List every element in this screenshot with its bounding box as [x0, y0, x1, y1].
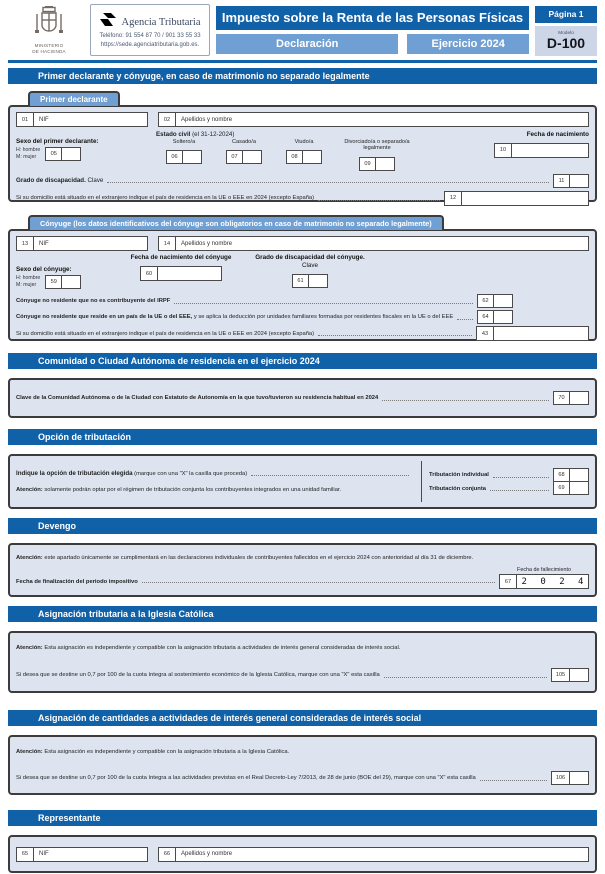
sexo-conyuge-group — [16, 254, 126, 289]
model-code: D-100 — [546, 35, 586, 52]
box-43-pais-residencia-conyuge: 43 — [476, 326, 589, 341]
section-bar-interes-social: Asignación de cantidades a actividades de interés general consideradas de interés social — [8, 710, 597, 726]
input-cell-64[interactable] — [494, 311, 512, 323]
dotted-leader — [480, 780, 547, 781]
panel-devengo: Atención: este apartado únicamente se cumplimentará en las declaraciones individuales de contribuyentes fallecidos en el ejercicio 2024 con anterioridad al día 31 de diciembre. Fecha de finalización del periodo impositivo Fecha de fallecimiento 67 2 0 2 4 — [8, 543, 597, 597]
page-badge: Página 1 — [535, 6, 597, 23]
panel-primer-declarante: 01 NIF 02 Apellidos y nombre Sexo del primer declarante: H: hombre M: mujer 05 Estado civil (el 31-12-2024) Soltero/a 06 Casado/a 07 Viudo/a 08 Divorciado/a o separado/a legalmente 09 Fecha de nacimiento 10 Grado de discapacidad. Clave 11 Si su domicilio está situado en el extranjero indique el país de residencia en la UE o EEE en 2024 (excepto España) 12 — [8, 105, 597, 202]
box-68-tributacion-individual: 68 — [553, 468, 589, 482]
section-bar-opcion: Opción de tributación — [8, 429, 597, 445]
ministry-crest-icon — [34, 6, 64, 43]
opcion-indique-label: Indique la opción de tributación elegida — [16, 470, 133, 477]
input-cell-70[interactable] — [570, 392, 588, 404]
box-06-soltero: 06 — [166, 150, 202, 164]
iglesia-casilla-label: Si desea que se destine un 0,7 por 100 de la cuota íntegra al sostenimiento económico de la Iglesia Católica, marque con una "X" esta casilla — [16, 672, 380, 678]
tributacion-options-group — [421, 461, 589, 502]
box-10-fecha-nacimiento: 10 — [494, 143, 589, 158]
box-11-discapacidad: 11 — [553, 174, 589, 188]
box-59-sexo-conyuge: 59 — [45, 275, 81, 289]
dotted-leader — [382, 400, 549, 401]
input-cell-43[interactable] — [494, 327, 588, 340]
input-cell-07[interactable] — [243, 151, 261, 163]
no-residente-irpf-label: Cónyuge no residente que no es contribuyente del IRPF — [16, 298, 171, 304]
box-05-sexo: 05 — [45, 147, 81, 161]
dotted-leader — [107, 182, 549, 183]
panel-comunidad — [8, 378, 597, 418]
dotted-leader — [493, 477, 549, 478]
field-14-apellidos-nombre[interactable]: 14 Apellidos y nombre — [158, 236, 589, 251]
field-66-apellidos-representante[interactable]: 66 Apellidos y nombre — [158, 847, 589, 862]
field-number: 01 — [17, 113, 34, 126]
model-label: Modelo — [558, 31, 574, 37]
tab-conyuge: Cónyuge (los datos identificativos del cónyuge son obligatorios en caso de matrimonio no separado legalmente) — [28, 215, 444, 230]
fecha-nacimiento-conyuge-group — [126, 254, 236, 281]
input-cell-12[interactable] — [462, 192, 588, 205]
input-cell-06[interactable] — [183, 151, 201, 163]
box-09-divorciado: 09 — [359, 157, 395, 171]
page-model-block — [535, 4, 597, 56]
section-bar-primer-declarante-conyuge: Primer declarante y cónyuge, en caso de matrimonio no separado legalmente — [8, 68, 597, 84]
sexo-conyuge-label: Sexo del cónyuge: — [16, 266, 72, 273]
input-cell-05[interactable] — [62, 148, 80, 160]
dotted-leader — [384, 677, 547, 678]
input-cell-69[interactable] — [570, 482, 588, 494]
estado-civil-group: Estado civil (el 31-12-2024) Soltero/a 06 Casado/a 07 Viudo/a 08 Divorciado/a o separado/a legalmente 09 — [148, 131, 494, 171]
input-cell-68[interactable] — [570, 469, 588, 481]
box-105-iglesia: 105 — [551, 668, 589, 682]
estado-option-viudo: Viudo/a 08 — [276, 139, 332, 164]
section-bar-comunidad: Comunidad o Ciudad Autónoma de residencia en el ejercicio 2024 — [8, 353, 597, 369]
tributacion-conjunta-label: Tributación conjunta — [429, 485, 487, 492]
box-67-fecha-fallecimiento: 67 2 0 2 4 — [499, 574, 589, 589]
input-cell-60[interactable] — [158, 267, 221, 280]
estado-option-soltero: Soltero/a 06 — [156, 139, 212, 164]
dotted-leader — [251, 475, 409, 476]
field-label: Apellidos y nombre — [181, 116, 233, 123]
sexo-legend: H: hombre M: mujer — [16, 275, 41, 288]
input-cell-62[interactable] — [494, 295, 512, 307]
field-65-nif-representante[interactable]: 65 NIF — [16, 847, 148, 862]
dotted-leader — [174, 303, 473, 304]
field-13-nif[interactable]: 13 NIF — [16, 236, 148, 251]
input-cell-61[interactable] — [309, 275, 327, 287]
no-residente-ue-label: Cónyuge no residente que reside en un país de la UE o del EEE, — [16, 314, 193, 320]
dotted-leader — [142, 582, 495, 583]
discapacidad-conyuge-group: Grado de discapacidad del cónyuge. Clave 61 — [250, 254, 370, 288]
dotted-leader — [490, 490, 549, 491]
dotted-leader — [457, 319, 473, 320]
header — [8, 4, 597, 56]
field-number: 02 — [159, 113, 176, 126]
panel-opcion: Indique la opción de tributación elegida (marque con una "X" la casilla que proceda) Atención: solamente podrán optar por el régimen de tributación conjunta los contribuyentes integrados en una unidad familiar. Tributación individual 68 Tributación conjunta 69 — [8, 454, 597, 509]
box-69-tributacion-conjunta: 69 — [553, 481, 589, 495]
input-cell-10[interactable] — [512, 144, 588, 157]
section-bar-representante: Representante — [8, 810, 597, 826]
header-divider — [8, 60, 597, 63]
panel-representante — [8, 835, 597, 873]
tab-primer-declarante: Primer declarante — [28, 91, 120, 106]
box-60-fecha-nacimiento-conyuge: 60 — [140, 266, 222, 281]
iglesia-atencion-label: Atención: — [16, 645, 43, 651]
agency-box — [90, 4, 210, 56]
estado-civil-label: Estado civil — [156, 131, 191, 138]
dotted-leader — [318, 200, 440, 201]
subtitle-declaracion: Declaración — [216, 34, 398, 54]
social-casilla-label: Si desea que se destine un 0,7 por 100 de la cuota íntegra a las actividades previstas en el Real Decreto-Ley 7/2013, de 28 de junio (BOE del 29), marque con una "X" esta casilla — [16, 775, 476, 781]
field-02-apellidos-nombre[interactable] — [158, 112, 589, 127]
box-64-deduccion-ue: 64 — [477, 310, 513, 324]
box-07-casado: 07 — [226, 150, 262, 164]
fecha-nacimiento-label: Fecha de nacimiento — [526, 131, 589, 138]
comunidad-clave-label: Clave de la Comunidad Autónoma o de la Ciudad con Estatuto de Autonomía en la que tuvo/tuvieron su residencia habitual en 2024 — [16, 395, 379, 401]
input-cell-59[interactable] — [62, 276, 80, 288]
panel-conyuge: 13 NIF 14 Apellidos y nombre Sexo del cónyuge: H: hombre M: mujer 59 Fecha de nacimiento del cónyuge 60 Grado de discapacidad del cónyuge. Clave 61 Cónyuge no residente que no es contribuyente del IRPF 62 Cónyuge no residente que reside en un país de la UE o del EEE, y se aplica la deducción por unidades familiares formadas por residentes fiscales en la UE o del EEE 64 Si su domicilio está situado en el extranjero indique el país de residencia en la UE o EEE en 2024 (excepto España) 43 — [8, 229, 597, 341]
box-08-viudo: 08 — [286, 150, 322, 164]
extranjero-conyuge-label: Si su domicilio está situado en el extranjero indique el país de residencia en la UE o EEE en 2024 (excepto España) — [16, 330, 315, 337]
form-title: Impuesto sobre la Renta de las Personas Físicas — [216, 6, 529, 30]
extranjero-label: Si su domicilio está situado en el extranjero indique el país de residencia en la UE o EEE en 2024 (excepto España) — [16, 195, 315, 202]
social-atencion-label: Atención: — [16, 749, 43, 755]
agencia-tributaria-logo-icon — [99, 12, 117, 32]
ministry-name: MINISTERIO DE HACIENDA — [32, 42, 66, 54]
sexo-declarante-group — [16, 131, 148, 161]
input-cell-67[interactable]: 2 0 2 4 — [517, 575, 588, 588]
ministry-block — [8, 4, 90, 56]
discapacidad-label: Grado de discapacidad. — [16, 177, 86, 185]
fecha-nacimiento-conyuge-label: Fecha de nacimiento del cónyuge — [130, 254, 232, 261]
devengo-atencion-label: Atención: — [16, 555, 43, 561]
field-label: NIF — [39, 116, 49, 123]
fecha-fallecimiento-label: Fecha de fallecimiento — [517, 567, 571, 573]
input-cell-105[interactable] — [570, 669, 588, 681]
panel-interes-social: Atención: Esta asignación es independiente y compatible con la asignación tributaria a la Iglesia Católica. Si desea que se destine un 0,7 por 100 de la cuota íntegra a las actividades previstas en el Real Decreto-Ley 7/2013, de 28 de junio (BOE del 29), marque con una "X" esta casilla 106 — [8, 735, 597, 795]
box-106-interes-social: 106 — [551, 771, 589, 785]
subtitle-ejercicio: Ejercicio 2024 — [407, 34, 529, 54]
title-block — [216, 4, 529, 56]
field-01-nif[interactable] — [16, 112, 148, 127]
fecha-fallecimiento-group — [499, 567, 589, 589]
sexo-legend: H: hombre M: mujer — [16, 147, 41, 160]
box-12-pais-residencia: 12 — [444, 191, 589, 206]
agency-name: Agencia Tributaria — [121, 16, 201, 28]
fecha-finalizacion-label: Fecha de finalización del periodo impositivo — [16, 579, 138, 585]
box-70-comunidad: 70 — [553, 391, 589, 405]
fecha-nacimiento-group — [494, 131, 589, 158]
agency-web[interactable]: https://sede.agenciatributaria.gob.es. — [100, 41, 200, 48]
panel-iglesia: Atención: Esta asignación es independiente y compatible con la asignación tributaria a actividades de interés general consideradas de interés social. Si desea que se destine un 0,7 por 100 de la cuota íntegra al sostenimiento económico de la Iglesia Católica, marque con una "X" esta casilla 105 — [8, 631, 597, 693]
sexo-label: Sexo del primer declarante: — [16, 138, 99, 145]
section-bar-devengo: Devengo — [8, 518, 597, 534]
agency-phone: Teléfono: 91 554 87 70 / 901 33 55 33 — [99, 33, 201, 40]
dotted-leader — [318, 335, 472, 336]
estado-option-casado: Casado/a 07 — [216, 139, 272, 164]
tributacion-individual-label: Tributación individual — [429, 472, 489, 478]
model-badge — [535, 26, 597, 56]
input-cell-09[interactable] — [376, 158, 394, 170]
discapacidad-conyuge-label: Grado de discapacidad del cónyuge. — [255, 254, 365, 261]
section-bar-iglesia: Asignación tributaria a la Iglesia Católica — [8, 606, 597, 622]
box-62-no-residente: 62 — [477, 294, 513, 308]
input-cell-11[interactable] — [570, 175, 588, 187]
estado-option-divorciado: Divorciado/a o separado/a legalmente 09 — [336, 139, 418, 171]
input-cell-106[interactable] — [570, 772, 588, 784]
opcion-atencion-label: Atención: — [16, 487, 43, 493]
input-cell-08[interactable] — [303, 151, 321, 163]
box-61-discapacidad-conyuge: 61 — [292, 274, 328, 288]
